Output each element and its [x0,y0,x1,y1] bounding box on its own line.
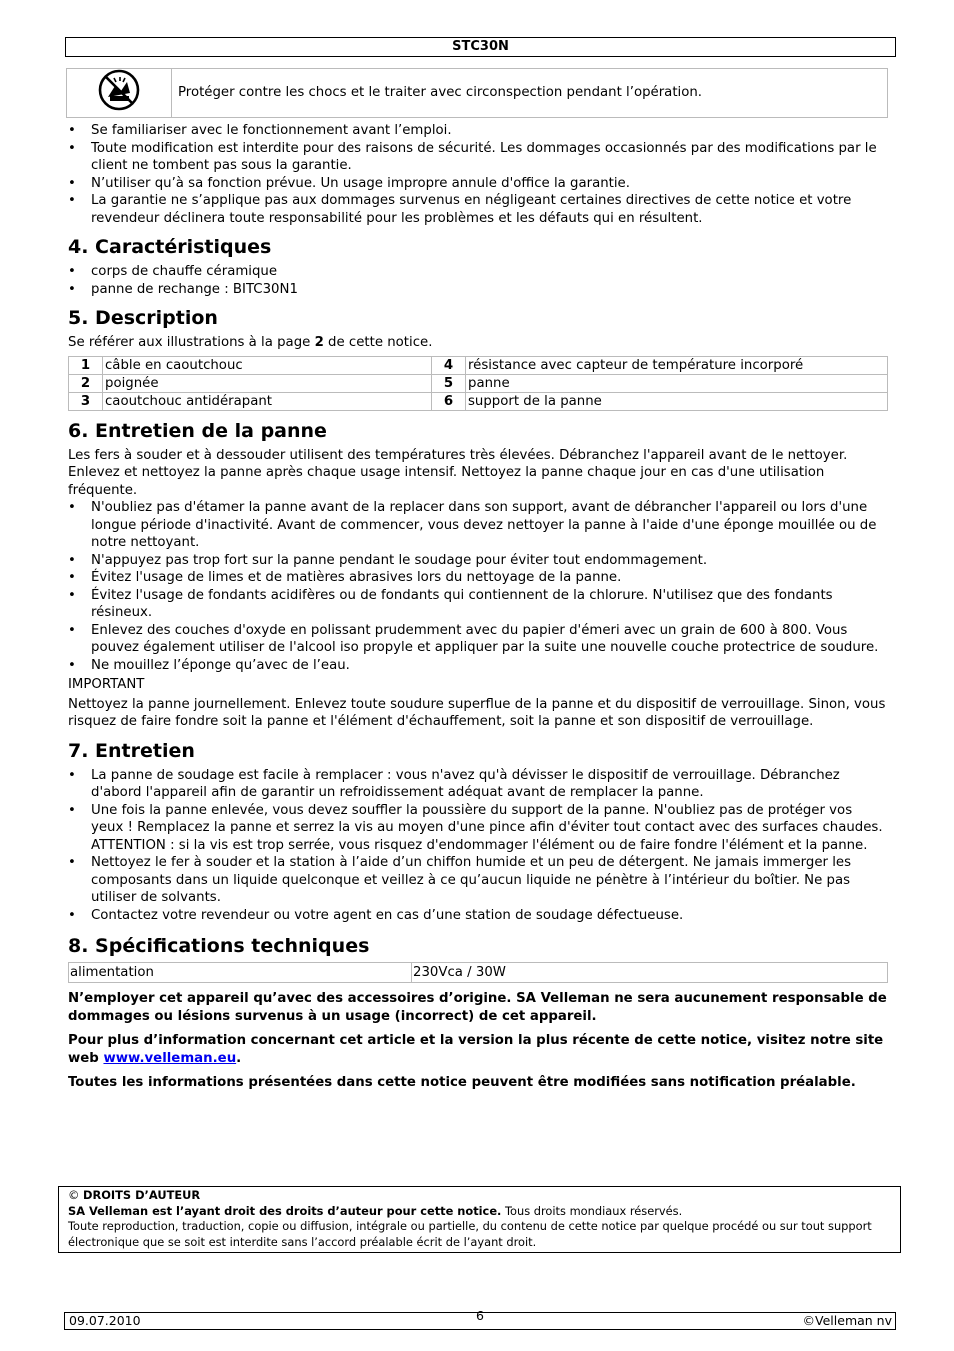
section-heading-specs: 8. Spécifications techniques [68,935,370,957]
section-heading-features: 4. Caractéristiques [68,236,272,258]
description-page-number: 2 [314,335,324,350]
copyright-box [58,1186,901,1253]
warning-table [66,68,888,118]
velleman-website-link[interactable]: www.velleman.eu [103,1050,237,1066]
intro-bullet-list [68,122,888,227]
warning-icon-cell [67,69,172,118]
footer-date: 09.07.2010 [69,1313,141,1328]
tip-maintenance-list [68,499,888,674]
table-row [69,374,888,392]
list-item: • Ne mouillez l’éponge qu’avec de l’eau. [68,657,888,675]
list-item: • La garantie ne s’applique pas aux dommages survenus en négligeant certaines directives de cette notice et votre revendeur déclinera toute responsabilité pour les problèmes et les défauts qui en résultent. [68,192,888,227]
list-item: • Contactez votre revendeur ou votre agent en cas d’une station de soudage défectueuse. [68,907,888,925]
info-notice-text: Pour plus d’information concernant cet article et la version la plus récente de cette notice, visitez notre site web [68,1033,884,1066]
copyright-title [68,1188,895,1204]
list-item: • N'appuyez pas trop fort sur la panne pendant le soudage pour éviter tout endommagement. [68,552,888,570]
description-intro-text: Se référer aux illustrations à la page [68,335,315,350]
list-item: • Se familiariser avec le fonctionnement avant l’emploi. [68,122,888,140]
part-name: résistance avec capteur de température incorporé [466,356,888,374]
part-name: panne [466,374,888,392]
info-notice [68,1032,888,1067]
description-intro-text-end: de cette notice. [323,335,433,350]
part-name: poignée [103,374,432,392]
list-item: • Évitez l'usage de fondants acidifères ou de fondants qui contiennent de la chlorure. N'utilisez que des fondants résineux. [68,587,888,622]
paragraph: Enlevez et nettoyez la panne après chaque usage intensif. Nettoyez la panne chaque jour en cas d'une utilisation fréquente. [68,465,825,498]
copyright-rights-text: Tous droits mondiaux réservés. [501,1203,683,1218]
important-text: Nettoyez la panne journellement. Enlevez toute soudure superflue de la panne et du dispositif de verrouillage. Sinon, vous risquez de faire fondre soit la panne et l'élément d'échauffement, soit la panne et son dispositif de verrouillage. [68,696,886,729]
features-list [68,263,888,298]
footer-brand: ©Velleman nv [802,1313,892,1328]
part-number: 4 [432,356,466,374]
list-item: • N'oubliez pas d'étamer la panne avant de la replacer dans son support, avant de débrancher l'appareil ou lors d'une longue période d'inactivité. Avant de commencer, vous devez nettoyer la panne à l'aide d'une éponge mouillée ou de notre nettoyant. [68,499,888,552]
part-name: caoutchouc antidérapant [103,392,432,410]
accessories-notice: N’employer cet appareil qu’avec des accessoires d’origine. SA Velleman ne sera aucunement responsable de dommages ou lésions survenus à un usage (incorrect) de cet appareil. [68,991,887,1024]
info-notice-end: . [236,1050,242,1066]
description-table [68,356,888,411]
section-heading-tip-maintenance: 6. Entretien de la panne [68,419,327,442]
list-item: • panne de rechange : BITC30N1 [68,281,888,299]
copyright-line2: Toute reproduction, traduction, copie ou diffusion, intégrale ou partielle, du contenu de cette notice par quelque procédé ou sur tout support électronique que se soit est interdite sans l’accord préalable écrit de l’ayant droit. [68,1219,872,1249]
list-item: • Une fois la panne enlevée, vous devez souffler la poussière du support de la panne. N'oubliez pas de protéger vos yeux ! Remplacez la panne et serrez la vis au moyen d'une pince afin d'éviter tout contact avec des surfaces chaudes. ATTENTION : si la vis est trop serrée, vous risquez d'endommager l'élément ou de faire fondre l'élément et la panne. [68,802,888,855]
part-name: support de la panne [466,392,888,410]
part-number: 6 [432,392,466,410]
specs-table [68,962,888,983]
part-number: 2 [69,374,103,392]
document-body [68,122,888,1092]
list-item: • La panne de soudage est facile à remplacer : vous n'avez qu'à dévisser le dispositif de verrouillage. Débranchez d'abord l'appareil afin de garantir un refroidissement adéquat avant de remplacer la panne. [68,767,888,802]
table-row [69,356,888,374]
table-row [69,963,888,983]
table-row [69,392,888,410]
fragile-warning-icon [98,69,140,111]
document-header-model: STC30N [65,37,896,57]
list-item: • N’utiliser qu’à sa fonction prévue. Un usage impropre annule d'office la garantie. [68,175,888,193]
footer-page-number: 6 [476,1308,484,1323]
part-number: 3 [69,392,103,410]
warning-text: Protéger contre les chocs et le traiter avec circonspection pendant l’opération. [172,69,888,118]
paragraph: Les fers à souder et à dessouder utilisent des températures très élevées. Débranchez l'appareil avant de le nettoyer. [68,447,848,463]
part-name: câble en caoutchouc [103,356,432,374]
section-heading-description: 5. Description [68,307,218,329]
part-number: 1 [69,356,103,374]
copyright-icon: © [68,1188,80,1202]
list-item: • Évitez l'usage de limes et de matières abrasives lors du nettoyage de la panne. [68,569,888,587]
spec-label: alimentation [69,963,412,983]
page-footer [64,1308,896,1330]
section-heading-maintenance: 7. Entretien [68,739,195,762]
copyright-owner-text: SA Velleman est l’ayant droit des droits d’auteur pour cette notice. [68,1203,502,1218]
list-item: • Toute modification est interdite pour des raisons de sécurité. Les dommages occasionnés par des modifications par le client ne tombent pas sous la garantie. [68,140,888,175]
important-label: IMPORTANT [68,677,145,692]
maintenance-list [68,767,888,925]
part-number: 5 [432,374,466,392]
list-item: • Enlevez des couches d'oxyde en polissant prudemment avec du papier d'émeri avec un grain de 600 à 800. Vous pouvez également utiliser de l'alcool iso propyle et appliquer par la suite une nouvelle couche protectrice de soudure. [68,622,888,657]
list-item: • Nettoyez le fer à souder et la station à l’aide d’un chiffon humide et un peu de détergent. Ne jamais immerger les composants dans un liquide quelconque et veillez à ce qu’aucun liquide ne pénètre à l’intérieur du boîtier. Ne pas utiliser de solvants. [68,854,888,907]
copyright-line1 [68,1204,895,1220]
spec-value: 230Vca / 30W [412,963,888,983]
list-item: • corps de chauffe céramique [68,263,888,281]
changes-notice: Toutes les informations présentées dans cette notice peuvent être modifiées sans notification préalable. [68,1075,856,1090]
copyright-title-text: DROITS D’AUTEUR [83,1188,201,1202]
description-intro [68,334,888,352]
